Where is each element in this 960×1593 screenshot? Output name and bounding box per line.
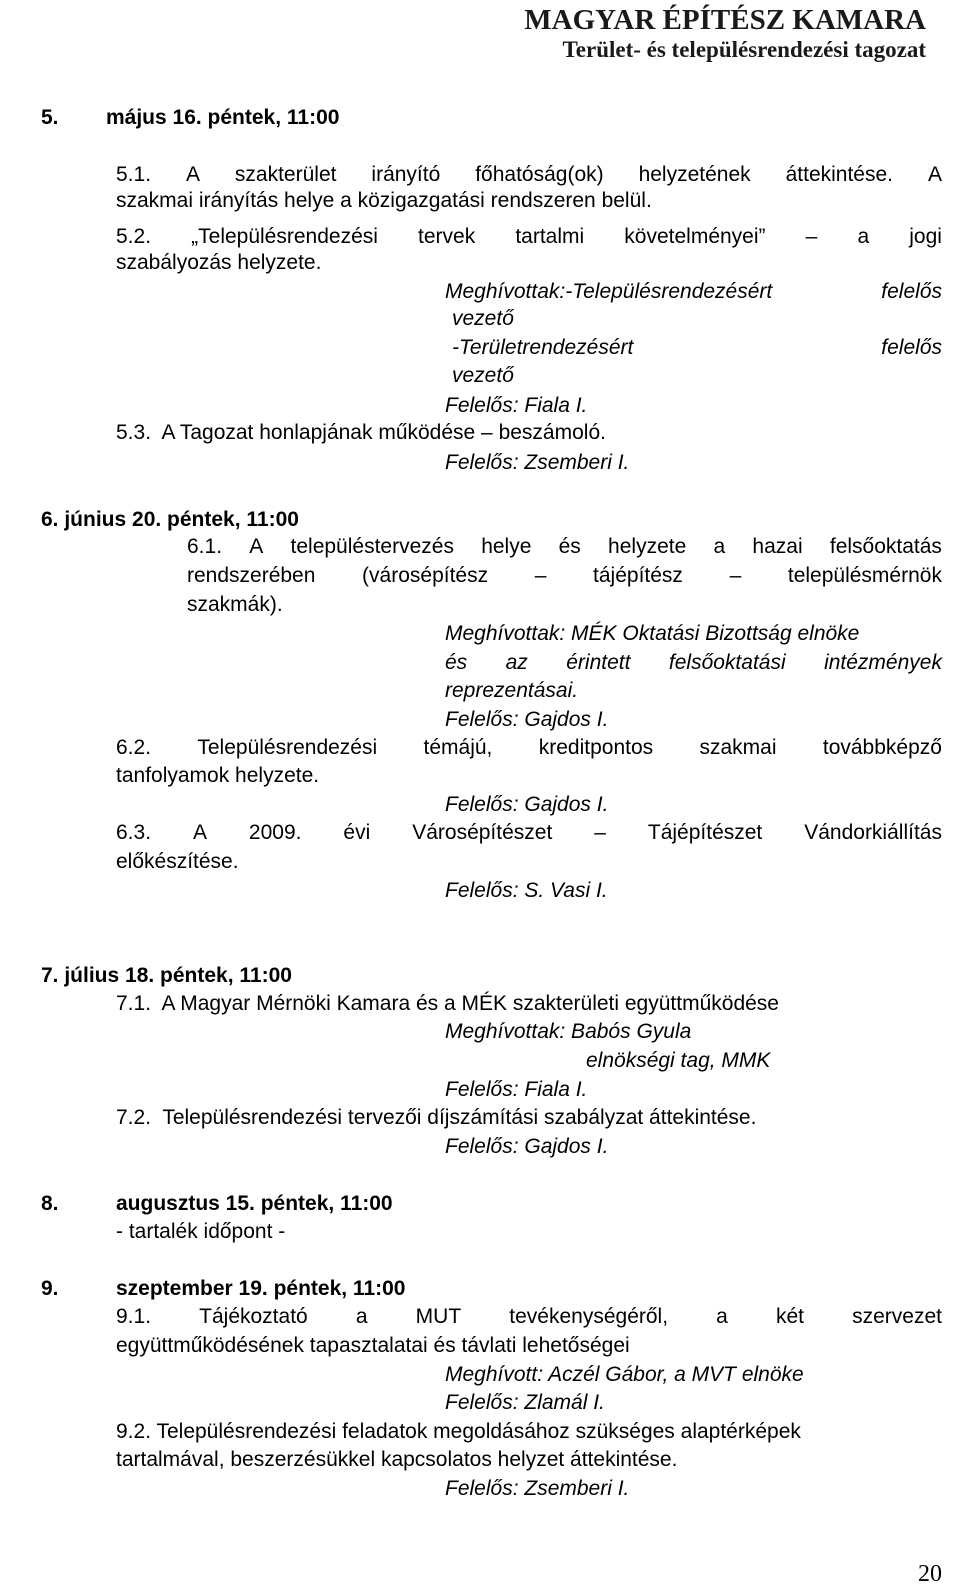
word: településmérnök	[787, 564, 942, 587]
s5-invited-line4: vezető	[452, 364, 514, 387]
word: szakterület	[234, 163, 337, 186]
s6-item1-line3: szakmák).	[187, 593, 283, 616]
word: évi	[343, 821, 371, 844]
word: irányító	[371, 163, 441, 186]
s7-invited-line2: elnökségi tag, MMK	[586, 1049, 771, 1072]
s8-title-date: augusztus 15. péntek, 11:00	[116, 1192, 393, 1215]
s6-item3-line1	[116, 821, 942, 845]
word: a	[857, 225, 870, 248]
s9-title-number: 9.	[41, 1277, 59, 1300]
s8-reserve-note: - tartalék időpont -	[116, 1220, 286, 1243]
word: a	[355, 1305, 368, 1328]
s6-invited-line2	[445, 651, 942, 675]
word: 2009.	[248, 821, 302, 844]
s9-responsible-1: Felelős: Zlamál I.	[445, 1391, 605, 1414]
word: hazai	[752, 535, 803, 558]
word: 6.3.	[116, 821, 152, 844]
word: Tájépítészet	[647, 821, 763, 844]
s5-invited-line3	[452, 336, 942, 360]
word: témájú,	[423, 736, 493, 759]
word: helyzete	[608, 535, 687, 558]
s5-item1-line1	[116, 163, 942, 187]
word: A	[249, 535, 264, 558]
word: Meghívottak:-Településrendezésért	[445, 280, 773, 303]
s5-title-date: május 16. péntek, 11:00	[106, 106, 340, 129]
word: a	[716, 1305, 728, 1328]
word: 5.2.	[116, 225, 152, 248]
s5-item3: 5.3. A Tagozat honlapjának működése – beszámoló.	[116, 421, 606, 444]
word: 6.1.	[187, 535, 223, 558]
s6-responsible-3: Felelős: S. Vasi I.	[445, 879, 608, 902]
word: rendszerében	[187, 564, 316, 587]
word: Városépítészet	[412, 821, 553, 844]
s7-responsible-2: Felelős: Gajdos I.	[445, 1135, 609, 1158]
header-chamber-name: MAGYAR ÉPÍTÉSZ KAMARA	[524, 4, 926, 36]
s9-item2-line2: tartalmával, beszerzésükkel kapcsolatos helyzet áttekintése.	[116, 1448, 678, 1471]
s5-invited-line2: vezető	[452, 307, 514, 330]
s5-responsible-3: Felelős: Zsemberi I.	[445, 451, 630, 474]
word: felsőoktatási	[668, 651, 786, 674]
word: felelős	[881, 280, 942, 303]
word: a	[713, 535, 726, 558]
word: –	[534, 564, 547, 587]
word: MUT	[415, 1305, 462, 1328]
word: A	[185, 163, 200, 186]
s8-title-number: 8.	[41, 1192, 59, 1215]
word: tartalmi	[515, 225, 585, 248]
s7-item1: 7.1. A Magyar Mérnöki Kamara és a MÉK szakterületi együttműködése	[116, 992, 779, 1015]
s6-item1-line1	[187, 535, 942, 559]
word: (városépítész	[362, 564, 489, 587]
word: továbbképző	[822, 736, 942, 759]
s5-item2-line1	[116, 225, 942, 249]
word: –	[729, 564, 742, 587]
word: 9.1.	[116, 1305, 152, 1328]
page-number: 20	[918, 1561, 942, 1587]
s5-item2-line2: szabályozás helyzete.	[116, 251, 322, 274]
word: A	[927, 163, 942, 186]
word: „Településrendezési	[191, 225, 378, 248]
s9-item1-line2: együttműködésének tapasztalatai és távlati lehetőségei	[116, 1334, 630, 1357]
s5-responsible-1: Felelős: Fiala I.	[445, 394, 588, 417]
s7-responsible-1: Felelős: Fiala I.	[445, 1078, 588, 1101]
s5-item1-line2: szakmai irányítás helye a közigazgatási rendszeren belül.	[116, 189, 652, 212]
word: felelős	[881, 336, 942, 359]
s6-item1-line2	[187, 564, 942, 588]
s7-title: 7. július 18. péntek, 11:00	[41, 964, 292, 987]
word: jogi	[909, 225, 942, 248]
word: és	[558, 535, 581, 558]
word: Vándorkiállítás	[804, 821, 942, 844]
word: az	[505, 651, 528, 674]
word: –	[805, 225, 818, 248]
word: főhatóság(ok)	[475, 163, 604, 186]
s6-item2-line1	[116, 736, 942, 760]
word: és	[445, 651, 468, 674]
word: áttekintése.	[785, 163, 893, 186]
word: tevékenységéről,	[509, 1305, 669, 1328]
s7-invited-line1: Meghívottak: Babós Gyula	[445, 1020, 692, 1043]
s9-responsible-2: Felelős: Zsemberi I.	[445, 1477, 630, 1500]
s9-item1-line1	[116, 1305, 942, 1329]
word: helyzetének	[638, 163, 751, 186]
word: szakmai	[699, 736, 777, 759]
word: -Területrendezésért	[452, 336, 634, 359]
word: településtervezés	[290, 535, 454, 558]
s9-item2-line1: 9.2. Településrendezési feladatok megoldásához szükséges alaptérképek	[116, 1420, 801, 1443]
word: Településrendezési	[197, 736, 378, 759]
s6-responsible-2: Felelős: Gajdos I.	[445, 793, 609, 816]
s5-invited-line1	[445, 280, 942, 304]
word: intézmények	[824, 651, 942, 674]
s6-item2-line2: tanfolyamok helyzete.	[116, 764, 320, 787]
word: 5.1.	[116, 163, 152, 186]
s9-invited: Meghívott: Aczél Gábor, a MVT elnöke	[445, 1363, 804, 1386]
word: felsőoktatás	[829, 535, 942, 558]
word: A	[192, 821, 207, 844]
word: 6.2.	[116, 736, 152, 759]
word: Tájékoztató	[199, 1305, 308, 1328]
s6-item3-line2: előkészítése.	[116, 850, 239, 873]
s6-title: 6. június 20. péntek, 11:00	[41, 508, 299, 531]
s5-title-number: 5.	[41, 106, 59, 129]
s6-invited-line1: Meghívottak: MÉK Oktatási Bizottság elnöke	[445, 622, 860, 645]
word: követelményei”	[624, 225, 766, 248]
s7-item2: 7.2. Településrendezési tervezői díjszámítási szabályzat áttekintése.	[116, 1106, 757, 1129]
word: tájépítész	[593, 564, 683, 587]
word: két	[775, 1305, 804, 1328]
word: tervek	[418, 225, 476, 248]
s6-responsible-1: Felelős: Gajdos I.	[445, 708, 609, 731]
word: kreditpontos	[538, 736, 654, 759]
header-section-name: Terület- és településrendezési tagozat	[562, 37, 926, 62]
word: helye	[481, 535, 532, 558]
word: –	[594, 821, 606, 844]
s6-invited-line3: reprezentásai.	[445, 679, 579, 702]
word: szervezet	[852, 1305, 942, 1328]
s9-title-date: szeptember 19. péntek, 11:00	[116, 1277, 406, 1300]
word: érintett	[566, 651, 631, 674]
